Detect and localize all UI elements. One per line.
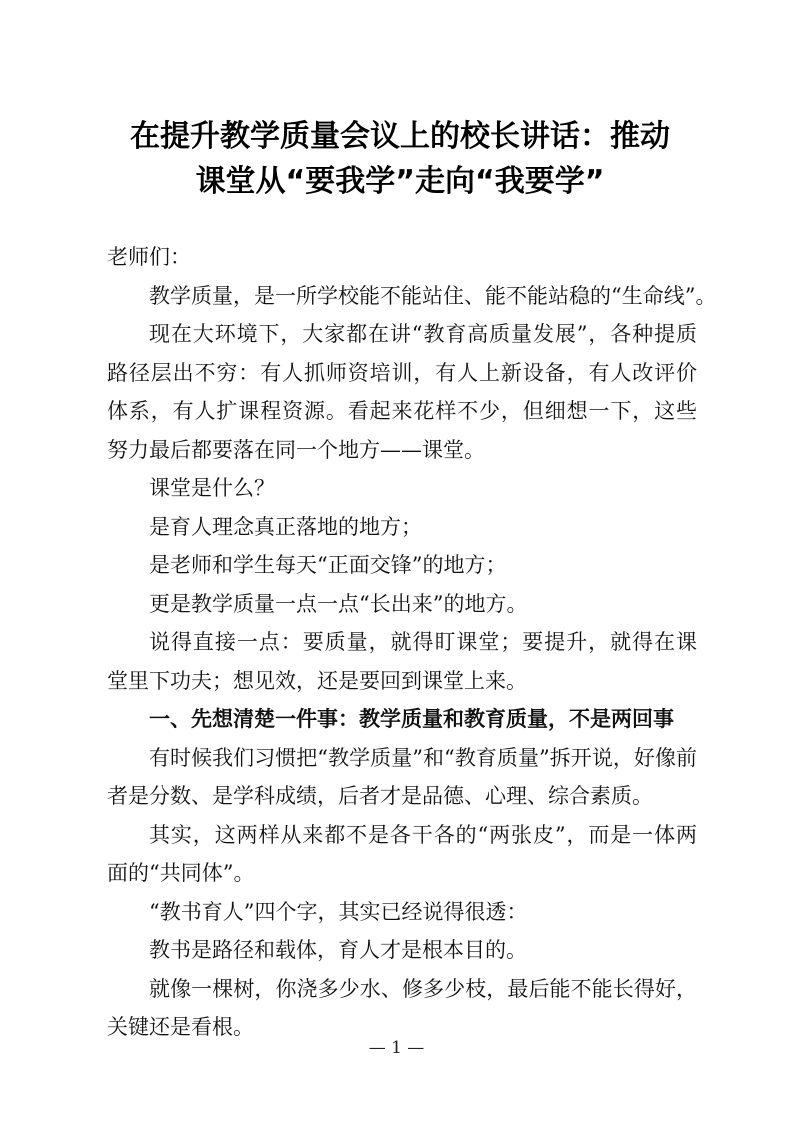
text-line: 老师们： <box>107 245 191 269</box>
paragraph <box>107 508 697 547</box>
text-line: 体系，有人扩课程资源。看起来花样不少，但细想一下，这些 <box>107 399 697 423</box>
paragraph <box>107 546 697 585</box>
text-line: 说得直接一点：要质量，就得盯课堂；要提升，就得在课 <box>149 630 697 654</box>
text-line: 路径层出不穷：有人抓师资培训，有人上新设备，有人改评价 <box>107 360 697 385</box>
paragraph <box>107 623 697 700</box>
paragraph <box>107 739 697 816</box>
text-line: 教学质量，是一所学校能不能站住、能不能站稳的“生命线”。 <box>149 283 717 308</box>
text-line: 教书是路径和载体，育人才是根本目的。 <box>149 938 527 962</box>
paragraph <box>107 931 697 970</box>
paragraph <box>107 893 697 932</box>
text-line: 堂里下功夫；想见效，还是要回到课堂上来。 <box>107 668 527 693</box>
title-line: 课堂从“要我学”走向“我要学” <box>195 164 605 199</box>
text-line: 者是分数、是学科成绩，后者才是品德、心理、综合素质。 <box>107 784 653 808</box>
text-line: 更是教学质量一点一点“长出来”的地方。 <box>149 591 528 616</box>
text-line: 有时候我们习惯把“教学质量”和“教育质量”拆开说，好像前 <box>149 745 697 770</box>
paragraph <box>107 585 697 624</box>
text-line: “教书育人”四个字，其实已经说得很透： <box>149 899 528 924</box>
text-line: 现在大环境下，大家都在讲“教育高质量发展”，各种提质 <box>149 322 697 346</box>
text-line: 一、先想清楚一件事：教学质量和教育质量，不是两回事 <box>149 707 674 731</box>
text-line: 是育人理念真正落地的地方； <box>149 514 422 539</box>
document-body <box>107 238 717 1047</box>
page-number: — 1 — <box>368 1038 425 1058</box>
paragraph <box>107 315 697 469</box>
paragraph <box>107 816 697 893</box>
title-line: 在提升教学质量会议上的校长讲话：推动 <box>130 119 670 154</box>
text-line: 关键还是看根。 <box>107 1015 254 1039</box>
text-line: 努力最后都要落在同一个地方——课堂。 <box>107 437 485 462</box>
section-heading <box>107 700 697 739</box>
text-line: 就像一棵树，你浇多少水、修多少枝，最后能不能长得好， <box>149 976 697 1001</box>
paragraph <box>107 970 697 1047</box>
paragraph <box>107 469 697 508</box>
text-line: 面的“共同体”。 <box>107 861 255 885</box>
paragraph <box>107 277 717 316</box>
salutation <box>107 238 697 277</box>
document-title <box>100 114 700 204</box>
text-line: 是老师和学生每天“正面交锋”的地方； <box>149 553 507 577</box>
text-line: 课堂是什么？ <box>149 476 275 500</box>
text-line: 其实，这两样从来都不是各干各的“两张皮”，而是一体两 <box>149 822 697 847</box>
